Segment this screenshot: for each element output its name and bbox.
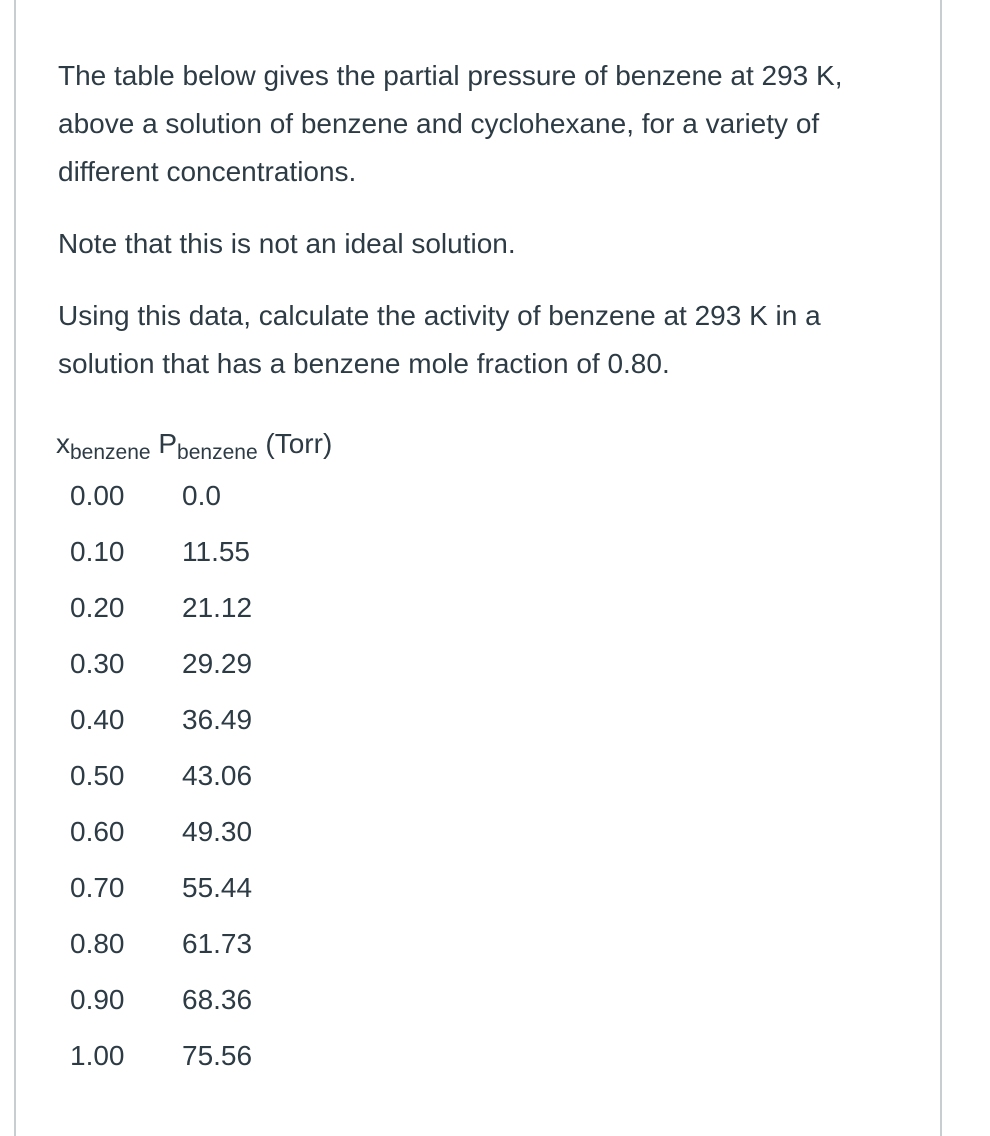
pressure-cell: 0.0 [182,480,221,511]
header-x-symbol: x [56,428,70,459]
pressure-data-table [56,420,336,1084]
table-row [56,804,336,860]
question-paragraph-note: Note that this is not an ideal solution. [58,228,516,259]
pressure-cell: 68.36 [182,984,253,1015]
header-x-subscript: benzene [70,441,151,464]
table-row [56,524,336,580]
mole-fraction-cell: 0.90 [70,984,125,1015]
pressure-cell: 75.56 [182,1040,253,1071]
header-p-unit: (Torr) [257,428,333,459]
pressure-cell: 61.73 [182,928,253,959]
mole-fraction-cell: 0.70 [70,872,125,903]
pressure-cell: 29.29 [182,648,253,679]
mole-fraction-cell: 0.40 [70,704,125,735]
mole-fraction-cell: 1.00 [70,1040,125,1071]
table-row [56,580,336,636]
mole-fraction-cell: 0.10 [70,536,125,567]
pressure-cell: 55.44 [182,872,253,903]
question-paragraph-task: Using this data, calculate the activity of benzene at 293 K in a solution that has a benzene mole fraction of 0.80. [58,300,821,379]
pressure-cell: 49.30 [182,816,253,847]
mole-fraction-cell: 0.80 [70,928,125,959]
table-row [56,1028,336,1084]
table-row [56,748,336,804]
table-row [56,972,336,1028]
question-paragraph-intro: The table below gives the partial pressure of benzene at 293 K, above a solution of benzene and cyclohexane, for a variety of different concentrations. [58,60,843,187]
question-text [58,52,908,388]
table-header [56,420,336,468]
header-p-symbol: P [158,428,178,459]
pressure-cell: 21.12 [182,592,253,623]
pressure-cell: 11.55 [182,536,250,567]
mole-fraction-cell: 0.20 [70,592,125,623]
mole-fraction-cell: 0.50 [70,760,125,791]
table-row [56,468,336,524]
pressure-cell: 43.06 [182,760,253,791]
table-row [56,860,336,916]
table-header-row [56,420,336,468]
table-row [56,916,336,972]
header-p-subscript: benzene [177,441,258,464]
table-row [56,636,336,692]
mole-fraction-cell: 0.00 [70,480,125,511]
mole-fraction-cell: 0.30 [70,648,125,679]
mole-fraction-cell: 0.60 [70,816,125,847]
table-row [56,692,336,748]
pressure-cell: 36.49 [182,704,253,735]
